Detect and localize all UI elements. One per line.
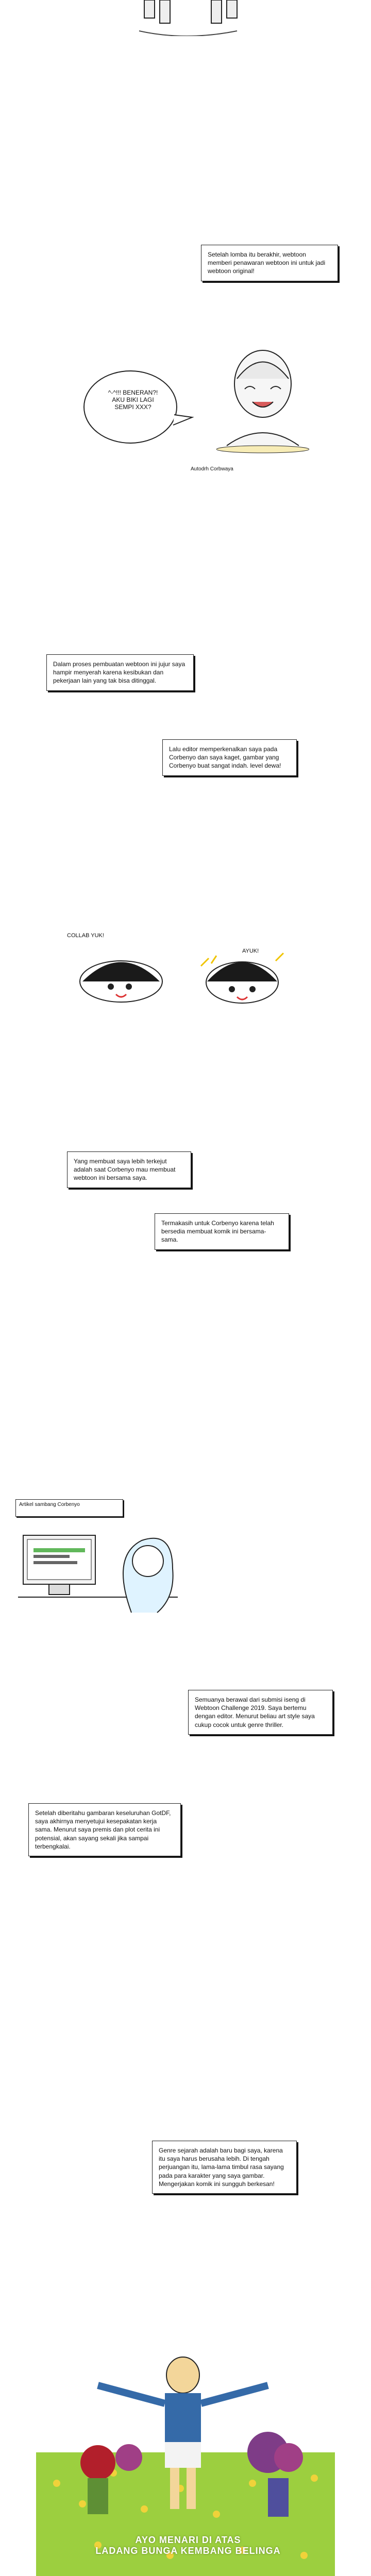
caption-box-agreement [28, 1803, 181, 1856]
tiny-caption [191, 466, 234, 472]
caption-box-offer [201, 245, 338, 281]
caption-agreement-text: Setelah diberitahu gambaran keseluruhan GotDF, saya akhirnya menyetujui kesepakatan kerja sama. Menurut saya premis dan plot cerita ini potensial, akan sayang sekali jika sampai terbengkalai. [35, 1809, 171, 1850]
caption-box-thanks-corbenyo [155, 1213, 289, 1250]
tiny-caption-text: Autodrh Corbwaya [191, 466, 233, 472]
speech-bubble [81, 366, 195, 453]
collab-label-left [67, 933, 104, 939]
field-scene [36, 2287, 335, 2576]
collab-characters [72, 945, 299, 1012]
sticker-text: Artikel sambang Corbenyo [19, 1502, 80, 1507]
caption-origin-text: Semuanya berawal dari submisi iseng di Webtoon Challenge 2019. Saya bertemu dengan editor. Menurut beliau art style saya cukup cocok untuk genre thriller. [195, 1696, 315, 1728]
panel1-character [216, 330, 309, 453]
caption-offer-text: Setelah lomba itu berakhir, webtoon memberi penawaran webtoon ini untuk jadi webtoon original! [208, 251, 326, 275]
caption-box-surprise [67, 1151, 191, 1188]
collab-right-text: AYUK! [242, 948, 259, 954]
two-cute-heads [72, 945, 299, 1012]
top-cropped-scene [0, 0, 371, 36]
top-cropped-figures [0, 0, 371, 36]
caption-thanks-text: Termakasih untuk Corbenyo karena telah bersedia membuat komik ini bersama-sama. [161, 1219, 274, 1244]
caption-box-process [46, 654, 194, 691]
caption-editor-text: Lalu editor memperkenalkan saya pada Corbenyo dan saya kaget, gambar yang Corbenyo buat sangat indah. level dewa! [169, 745, 281, 770]
overlay-line1: AYO MENARI DI ATAS [135, 2535, 241, 2545]
caption-box-editor [162, 739, 297, 776]
caption-process-text: Dalam proses pembuatan webtoon ini jujur saya hampir menyerah karena kesibukan dan pekerjaan lain yang tak bisa ditinggal. [53, 660, 185, 685]
sticker-label [15, 1499, 123, 1517]
desk-scene [18, 1520, 183, 1623]
field-illustration [36, 2287, 335, 2576]
caption-surprise-text: Yang membuat saya lebih terkejut adalah saat Corbenyo mau membuat webtoon ini bersama saya. [74, 1158, 176, 1182]
caption-box-origin [188, 1690, 333, 1735]
overlay-line2: LADANG BUNGA KEMBANG BELINGA [95, 2546, 281, 2556]
speech-text: ^-^!!! BENERAN?! AKU BIKI LAGI SEMPI XXX? [108, 389, 158, 411]
collab-left-text: COLLAB YUK! [67, 933, 104, 939]
happy-character [216, 330, 309, 453]
computer-scene [18, 1520, 183, 1623]
caption-box-genre [152, 2141, 297, 2194]
field-overlay-text [88, 2535, 289, 2556]
caption-genre-text: Genre sejarah adalah baru bagi saya, karena itu saya harus berusaha lebih. Di tengah perjuangan itu, lama-lama timbul rasa sayang pada para karakter yang saya gambar. Mengerjakan komik ini sungguh berkesan! [159, 2147, 284, 2188]
